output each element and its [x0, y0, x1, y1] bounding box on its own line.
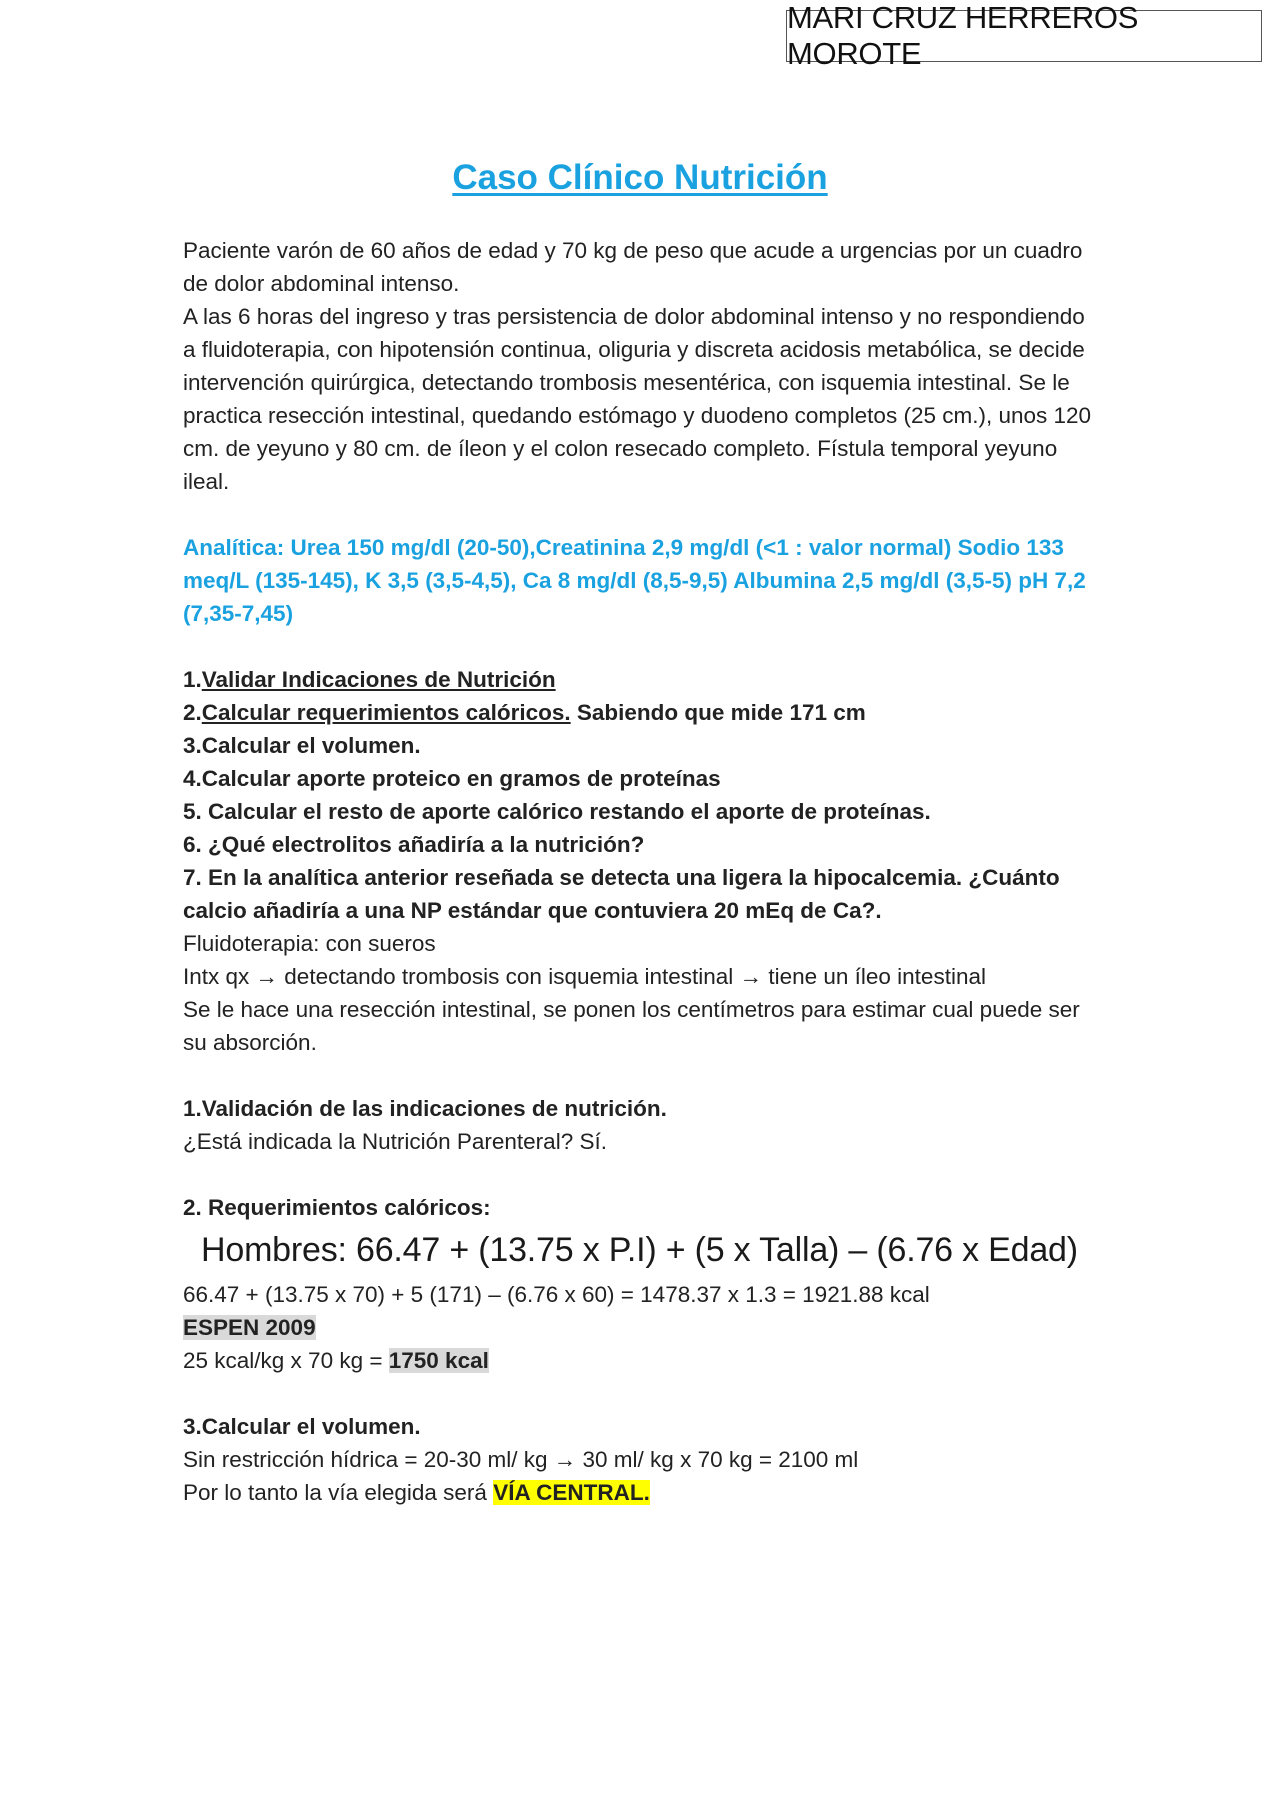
question-5: 5. Calcular el resto de aporte calórico restando el aporte de proteínas.	[183, 799, 931, 824]
answer-1-title: 1.Validación de las indicaciones de nutrición.	[183, 1096, 667, 1121]
espen-result: 1750 kcal	[388, 1348, 489, 1373]
question-6: 6. ¿Qué electrolitos añadiría a la nutrición?	[183, 832, 645, 857]
intro-paragraph-2: A las 6 horas del ingreso y tras persistencia de dolor abdominal intenso y no respondiendo a fluidoterapia, con hipotensión continua, oliguria y discreta acidosis metabólica, se decide intervención quirúrgica, detectando trombosis mesentérica, con isquemia intestinal. Se le practica resección intestinal, quedando estómago y duodeno completos (25 cm.), unos 120 cm. de yeyuno y 80 cm. de íleon y el colon resecado completo. Fístula temporal yeyuno ileal.	[183, 304, 1092, 494]
question-7: 7. En la analítica anterior reseñada se detecta una ligera la hipocalcemia. ¿Cuánto calcio añadiría a una NP estándar que contuviera 20 mEq de Ca?.	[183, 865, 1060, 923]
note-fluidoterapia: Fluidoterapia: con sueros	[183, 931, 436, 956]
author-name: MARI CRUZ HERREROS MOROTE	[787, 0, 1139, 71]
harris-benedict-formula: Hombres: 66.47 + (13.75 x P.I) + (5 x Talla) – (6.76 x Edad)	[201, 1231, 1078, 1269]
answer-2-title: 2. Requerimientos calóricos:	[183, 1195, 491, 1220]
author-name-box	[786, 0, 1262, 71]
intro-paragraph-1: Paciente varón de 60 años de edad y 70 kg de peso que acude a urgencias por un cuadro de dolor abdominal intenso.	[183, 238, 1083, 296]
note-resection: Se le hace una resección intestinal, se ponen los centímetros para estimar cual puede ser su absorción.	[183, 997, 1080, 1055]
question-1-text: Validar Indicaciones de Nutrición	[201, 667, 556, 692]
question-4: 4.Calcular aporte proteico en gramos de proteínas	[183, 766, 721, 791]
route-highlight: VÍA CENTRAL.	[493, 1480, 650, 1505]
question-2-text: Calcular requerimientos calóricos.	[201, 700, 571, 725]
answer-3-title: 3.Calcular el volumen.	[183, 1414, 421, 1439]
question-2: 2.Calcular requerimientos calóricos. Sabiendo que mide 171 cm	[183, 700, 866, 725]
arrow-icon: →	[255, 964, 279, 989]
question-3: 3.Calcular el volumen.	[183, 733, 421, 758]
lab-results: Analítica: Urea 150 mg/dl (20-50),Creatinina 2,9 mg/dl (<1 : valor normal) Sodio 133 meq/L (135-145), K 3,5 (3,5-4,5), Ca 8 mg/dl (8,5-9,5) Albumina 2,5 mg/dl (3,5-5) pH 7,2 (7,35-7,45)	[183, 535, 1086, 626]
espen-label: ESPEN 2009	[183, 1315, 316, 1340]
volume-calculation: Sin restricción hídrica = 20-30 ml/ kg → 30 ml/ kg x 70 kg = 2100 ml	[183, 1447, 859, 1472]
calorie-calculation: 66.47 + (13.75 x 70) + 5 (171) – (6.76 x 60) = 1478.37 x 1.3 = 1921.88 kcal	[183, 1282, 930, 1307]
question-1: 1.Validar Indicaciones de Nutrición	[183, 667, 556, 692]
espen-calculation: 25 kcal/kg x 70 kg = 1750 kcal	[183, 1348, 489, 1373]
espen-line	[183, 1311, 1103, 1344]
arrow-icon: →	[553, 1447, 577, 1472]
note-intervention: Intx qx → detectando trombosis con isquemia intestinal → tiene un íleo intestinal	[183, 964, 986, 989]
answer-1-text: ¿Está indicada la Nutrición Parenteral? Sí.	[183, 1129, 607, 1154]
document-body	[183, 234, 1103, 1509]
document-title: Caso Clínico Nutrición	[452, 158, 828, 197]
arrow-icon: →	[739, 964, 763, 989]
route-conclusion: Por lo tanto la vía elegida será VÍA CENTRAL.	[183, 1480, 650, 1505]
